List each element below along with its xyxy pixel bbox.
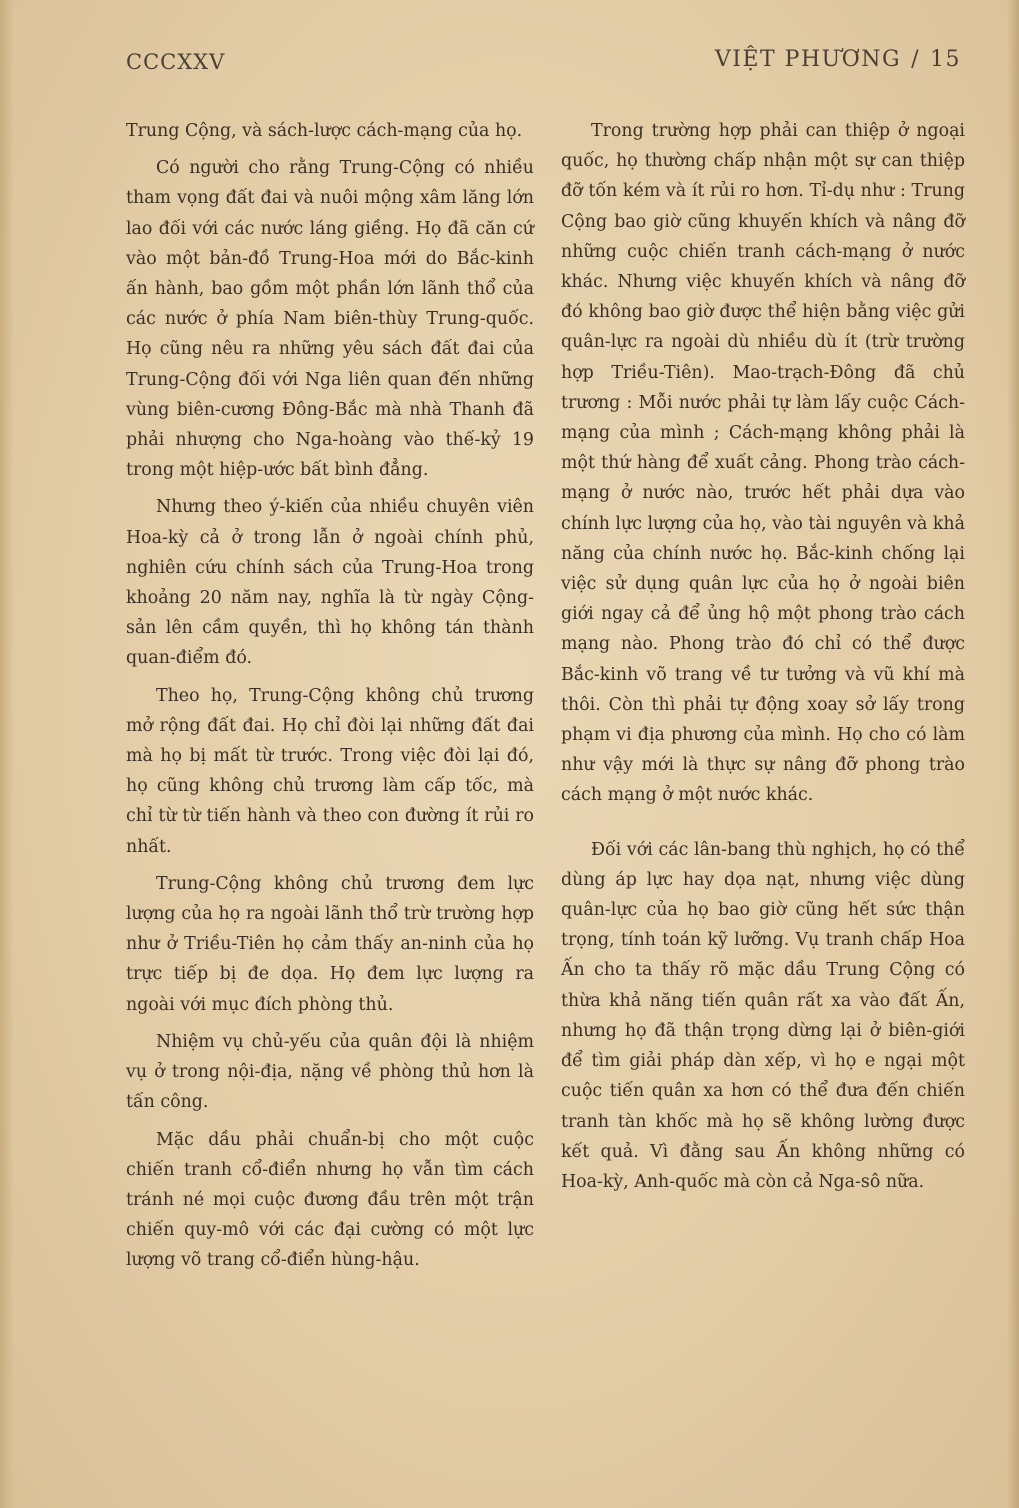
text-column-left <box>126 116 534 1283</box>
page-edge-shadow-left <box>0 0 14 1508</box>
paragraph: Trung-Cộng không chủ trương đem lực lượng của họ ra ngoài lãnh thổ trừ trường hợp như ở Triều-Tiên họ cảm thấy an-ninh của họ trực tiếp bị đe dọa. Họ đem lực lượng ra ngoài với mục đích phòng thủ. <box>126 873 534 1015</box>
paragraph: Trung Cộng, và sách-lược cách-mạng của họ. <box>126 121 523 141</box>
paragraph: Có người cho rằng Trung-Cộng có nhiều tham vọng đất đai và nuôi mộng xâm lăng lớn lao đối với các nước láng giềng. Họ đã căn cứ vào một bản-đồ Trung-Hoa mới do Bắc-kinh ấn hành, bao gồm một phần lớn lãnh thổ của các nước ở phía Nam biên-thùy Trung-quốc. Họ cũng nêu ra những yêu sách đất đai của Trung-Cộng đối với Nga liên quan đến những vùng biên-cương Đông-Bắc mà nhà Thanh đã phải nhượng cho Nga-hoàng vào thế-kỷ 19 trong một hiệp-ước bất bình đẳng. <box>126 158 534 481</box>
page-number: 15 <box>930 47 961 72</box>
paragraph: Trong trường hợp phải can thiệp ở ngoại quốc, họ thường chấp nhận một sự can thiệp đỡ tốn kém và ít rủi ro hơn. Tỉ-dụ như : Trung Cộng bao giờ cũng khuyến khích và nâng đỡ những cuộc chiến tranh cách-mạng ở nước khác. Nhưng việc khuyến khích và nâng đỡ đó không bao giờ được thể hiện bằng việc gửi quân-lực ra ngoài dù nhiều dù ít (trừ trường hợp Triều-Tiên). Mao-trạch-Đông đã chủ trương : Mỗi nước phải tự làm lấy cuộc Cách-mạng của mình ; Cách-mạng không phải là một thứ hàng để xuất cảng. Phong trào cách-mạng ở nước nào, trước hết phải dựa vào chính lực lượng của họ, vào tài nguyên và khả năng của chính nước họ. Bắc-kinh chống lại việc sử dụng quân lực của họ ở ngoài biên giới ngay cả để ủng hộ một phong trào cách mạng nào. Phong trào đó chỉ có thể được Bắc-kinh võ trang về tư tưởng và vũ khí mà thôi. Còn thì phải tự động xoay sở lấy trong phạm vi địa phương của mình. Họ cho có làm như vậy mới là thực sự nâng đỡ phong trào cách mạng ở một nước khác. <box>561 121 965 806</box>
paragraph: Nhưng theo ý-kiến của nhiều chuyên viên Hoa-kỳ cả ở trong lẫn ở ngoài chính phủ, nghiên cứu chính sách của Trung-Hoa trong khoảng 20 năm nay, nghĩa là từ ngày Cộng-sản lên cầm quyền, thì họ không tán thành quan-điểm đó. <box>126 497 534 669</box>
paragraph: Theo họ, Trung-Cộng không chủ trương mở rộng đất đai. Họ chỉ đòi lại những đất đai mà họ bị mất từ trước. Trong việc đòi lại đó, họ cũng không chủ trương làm cấp tốc, mà chỉ từ từ tiến hành và theo con đường ít rủi ro nhất. <box>126 685 534 857</box>
running-header-title: VIỆT PHƯƠNG <box>714 47 902 72</box>
header-separator: / <box>911 47 920 72</box>
paragraph: Mặc dầu phải chuẩn-bị cho một cuộc chiến tranh cổ-điển nhưng họ vẫn tìm cách tránh né mọi cuộc đương đầu trên một trận chiến quy-mô với các đại cường có một lực lượng võ trang cổ-điển hùng-hậu. <box>126 1129 534 1271</box>
paragraph: Nhiệm vụ chủ-yếu của quân đội là nhiệm vụ ở trong nội-địa, nặng về phòng thủ hơn là tấn công. <box>126 1031 534 1113</box>
text-column-right <box>561 116 965 1204</box>
running-header-section-number: CCCXXV <box>126 50 226 74</box>
running-header <box>715 47 961 72</box>
page-edge-shadow-right <box>1007 0 1019 1508</box>
paragraph: Đối với các lân-bang thù nghịch, họ có thể dùng áp lực hay dọa nạt, nhưng việc dùng quân-lực của họ bao giờ cũng hết sức thận trọng, tính toán kỹ lưỡng. Vụ tranh chấp Hoa Ấn cho ta thấy rõ mặc dầu Trung Cộng có thừa khả năng tiến quân rất xa vào đất Ấn, nhưng họ đã thận trọng dừng lại ở biên-giới để tìm giải pháp dàn xếp, vì họ e ngại một cuộc tiến quân xa hơn có thể đưa đến chiến tranh tàn khốc mà họ sẽ không lường được kết quả. Vì đằng sau Ấn không những có Hoa-kỳ, Anh-quốc mà còn cả Nga-sô nữa. <box>561 839 965 1192</box>
